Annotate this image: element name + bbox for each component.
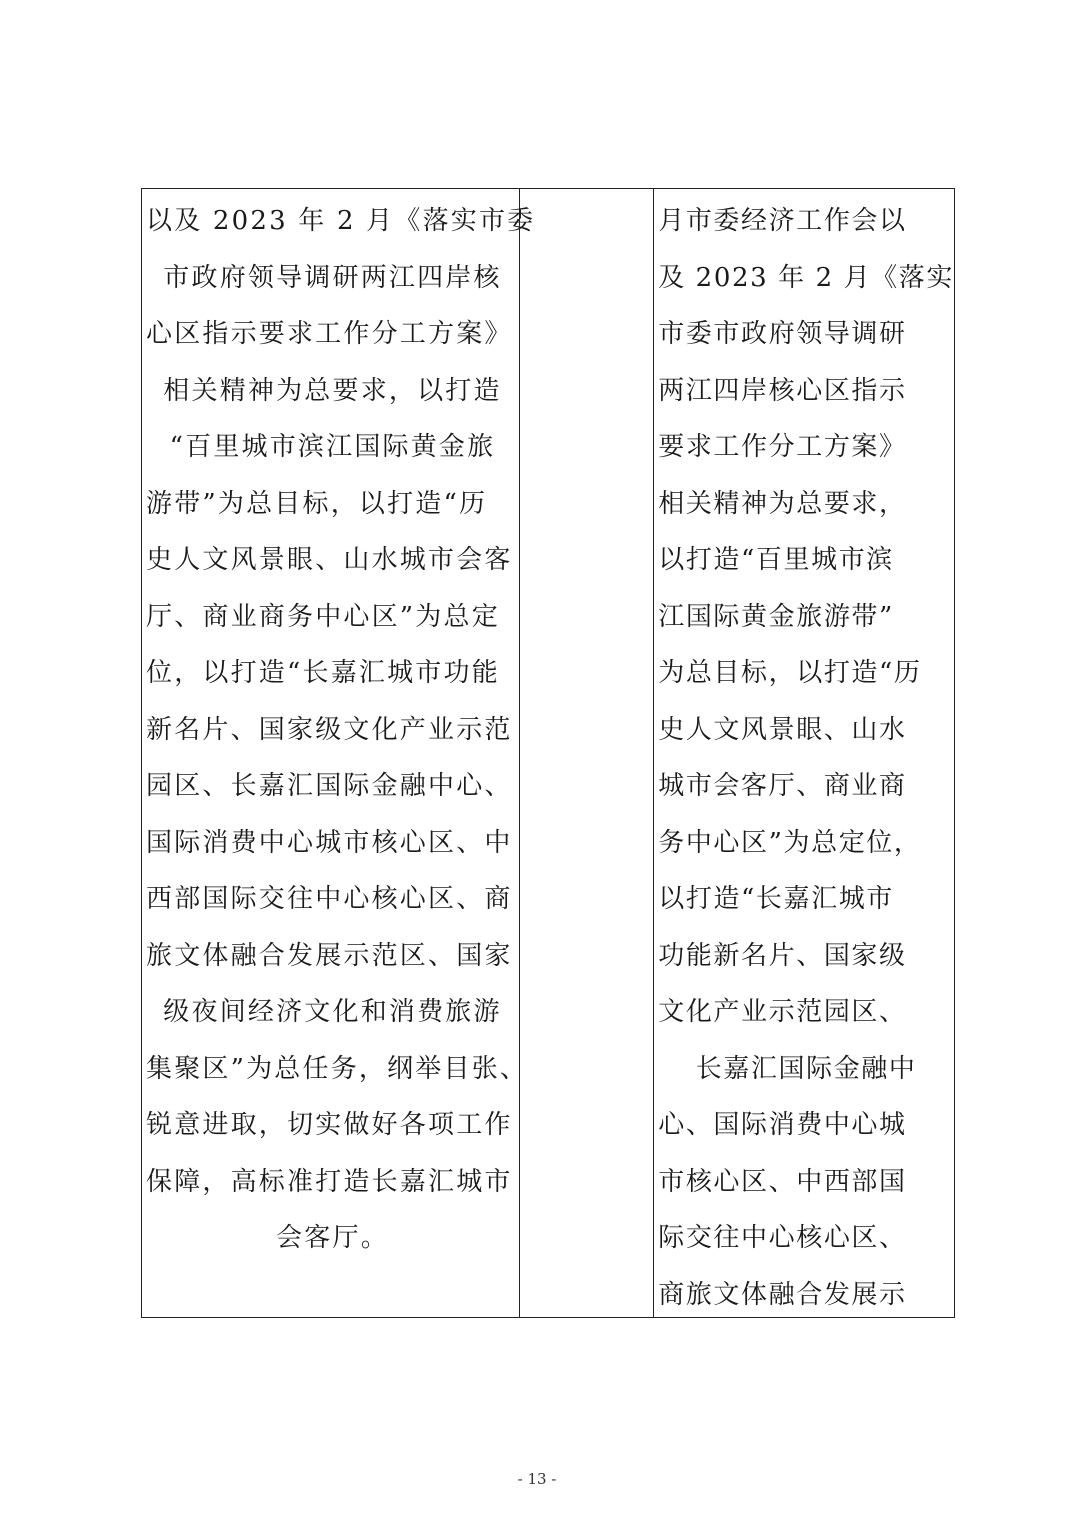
table-text-line: 市核心区、中西部国	[658, 1166, 907, 1197]
table-text-line: 城市会客厅、商业商	[658, 771, 907, 801]
table-text-line: 江国际黄金旅游带”	[658, 601, 894, 632]
table-text-line: 月市委经济工作会以	[658, 206, 907, 236]
table-text-line: 锐意进取，切实做好各项工作	[146, 1110, 513, 1140]
page-number: - 13 -	[517, 1470, 557, 1488]
table-text-line: 以及 2023 年 2 月《落实市委	[146, 206, 536, 236]
table-text-line: 以打造“长嘉汇城市	[658, 884, 894, 914]
table-text-line: 心区指示要求工作分工方案》	[146, 319, 513, 349]
table-cell-left	[142, 189, 536, 1317]
table-text-line: 厅、商业商务中心区”为总定	[146, 601, 500, 632]
table-text-line: 位，以打造“长嘉汇城市功能	[146, 658, 500, 688]
table-text-line: “百里城市滨江国际黄金旅	[169, 432, 496, 462]
table-text-line: 西部国际交往中心核心区、商	[146, 884, 513, 914]
table-text-line: 相关精神为总要求，以打造	[163, 375, 502, 406]
table-text-line: 集聚区”为总任务，纲举目张、	[146, 1053, 529, 1084]
table-text-line: 心、国际消费中心城	[658, 1110, 907, 1140]
table-text-line: 功能新名片、国家级	[658, 940, 907, 971]
table-text-line: 际交往中心核心区、	[658, 1223, 907, 1253]
table-text-line: 游带”为总目标，以打造“历	[146, 488, 488, 519]
table-text-line: 要求工作分工方案》	[658, 432, 907, 462]
table-text-line: 务中心区”为总定位，	[658, 827, 922, 858]
table-cell-middle	[520, 189, 654, 1317]
table-cell-right	[654, 189, 954, 1317]
table-text-line: 文化产业示范园区、	[658, 997, 907, 1027]
table-text-line: 商旅文体融合发展示	[658, 1279, 907, 1310]
table-text-line: 级夜间经济文化和消费旅游	[163, 997, 502, 1027]
table-text-line: 为总目标，以打造“历	[658, 658, 922, 688]
table-text-line: 国际消费中心城市核心区、中	[146, 827, 513, 858]
table-text-line: 长嘉汇国际金融中	[695, 1053, 917, 1084]
table-text-line: 市政府领导调研两江四岸核	[163, 262, 502, 293]
table-text-line: 及 2023 年 2 月《落实	[658, 262, 954, 293]
document-table	[141, 188, 955, 1318]
table-text-line: 市委市政府领导调研	[658, 319, 907, 349]
table-text-line: 相关精神为总要求，	[658, 488, 907, 519]
table-text-line: 史人文风景眼、山水	[658, 714, 907, 745]
table-text-line: 以打造“百里城市滨	[658, 545, 894, 575]
table-text-line: 两江四岸核心区指示	[658, 375, 907, 406]
table-text-line: 旅文体融合发展示范区、国家	[146, 940, 513, 971]
table-text-line: 史人文风景眼、山水城市会客	[146, 545, 513, 575]
table-text-line: 保障，高标准打造长嘉汇城市	[146, 1166, 513, 1197]
table-text-line: 会客厅。	[276, 1223, 389, 1253]
table-text-line: 园区、长嘉汇国际金融中心、	[146, 771, 513, 801]
table-text-line: 新名片、国家级文化产业示范	[146, 714, 513, 745]
